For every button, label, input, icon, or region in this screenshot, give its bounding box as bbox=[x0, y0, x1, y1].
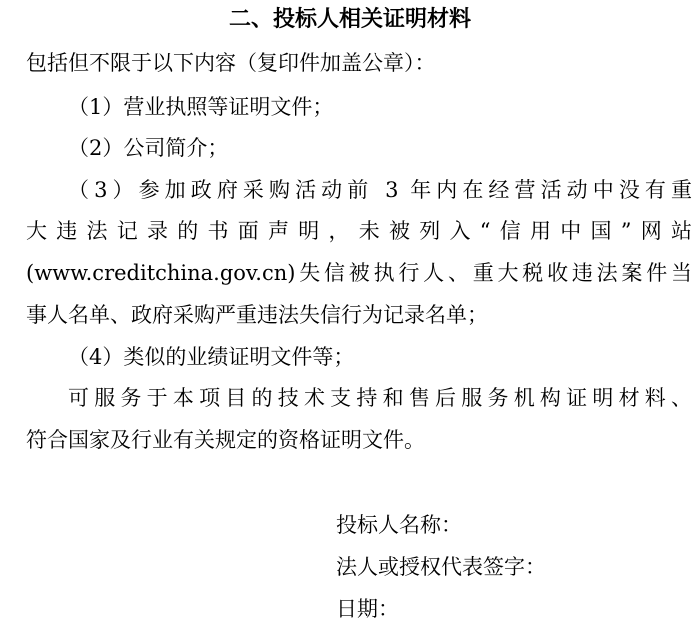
list-item-4: （4）类似的业绩证明文件等； bbox=[68, 345, 355, 369]
representative-signature-label: 法人或授权代表签字： bbox=[336, 555, 546, 579]
service-paragraph-line-1: 可服务于本项目的技术支持和售后服务机构证明材料、 bbox=[68, 386, 692, 410]
list-item-3-line-3: (www.creditchina.gov.cn)失信被执行人、重大税收违法案件当 bbox=[26, 261, 692, 285]
date-label: 日期： bbox=[336, 597, 399, 621]
section-title: 二、投标人相关证明材料 bbox=[228, 6, 471, 32]
list-item-2: （2）公司简介； bbox=[68, 136, 229, 160]
bidder-name-label: 投标人名称： bbox=[336, 513, 462, 537]
list-item-3-line-1: （3）参加政府采购活动前 3 年内在经营活动中没有重 bbox=[68, 178, 692, 202]
service-paragraph-line-2: 符合国家及行业有关规定的资格证明文件。 bbox=[26, 428, 425, 452]
intro-text: 包括但不限于以下内容（复印件加盖公章）： bbox=[26, 51, 436, 75]
list-item-3-line-4: 事人名单、政府采购严重违法失信行为记录名单； bbox=[26, 303, 488, 327]
list-item-1: （1）营业执照等证明文件； bbox=[68, 95, 334, 119]
list-item-3-line-2: 大违法记录的书面声明，未被列入“信用中国”网站 bbox=[26, 219, 692, 243]
